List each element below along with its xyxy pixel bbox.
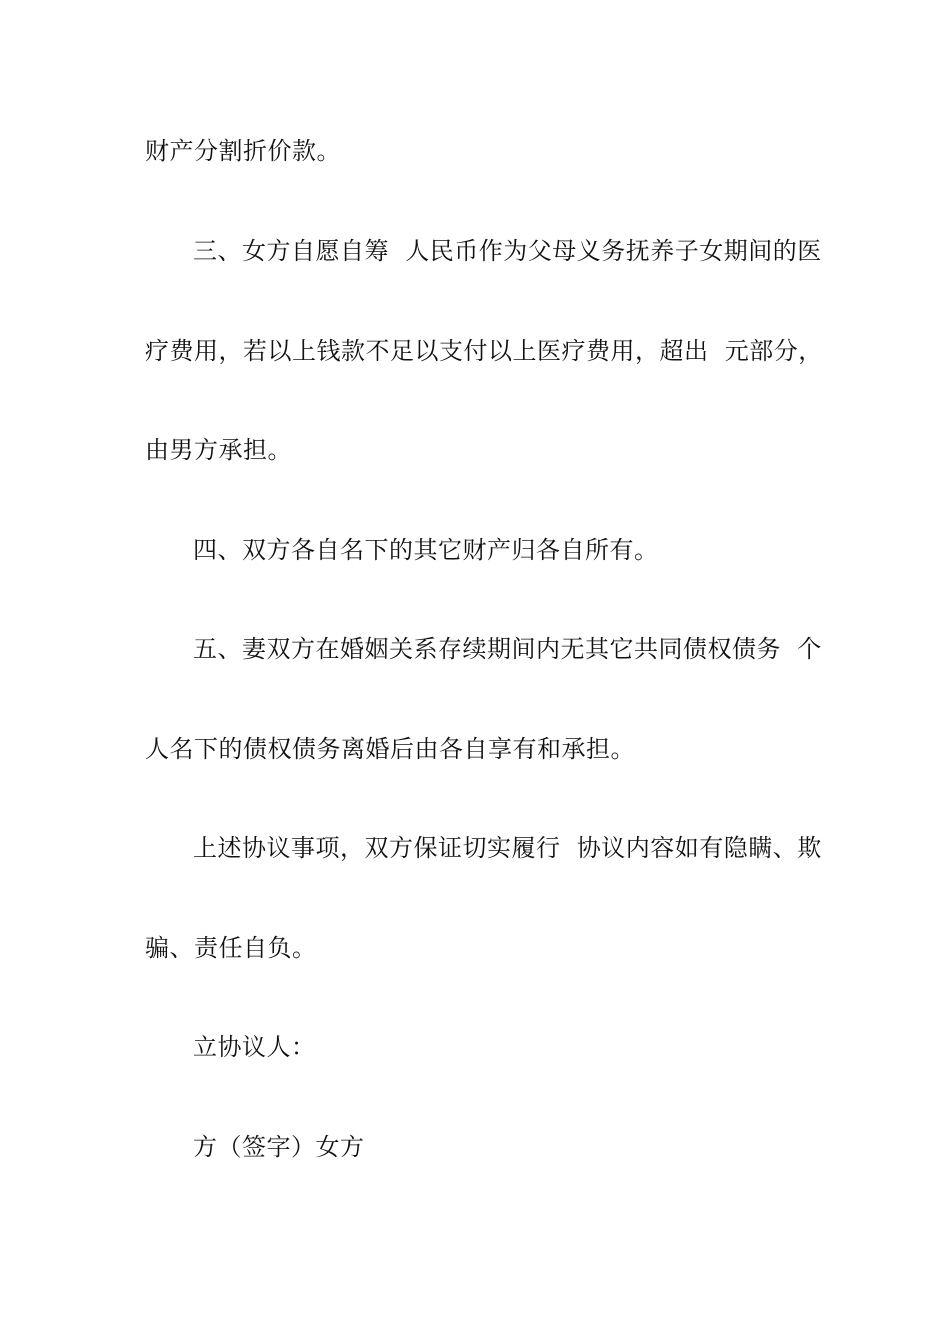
text-line-8: 上述协议事项，双方保证切实履行 协议内容如有隐瞒、欺 xyxy=(193,834,822,862)
text-line-1: 财产分割折价款。 xyxy=(145,137,341,165)
text-line-4: 由男方承担。 xyxy=(145,436,292,464)
text-line-11: 方（签字）女方 xyxy=(193,1133,365,1161)
text-line-5: 四、双方各自名下的其它财产归各自所有。 xyxy=(193,536,659,564)
text-line-7: 人名下的债权债务离婚后由各自享有和承担。 xyxy=(145,735,635,763)
text-line-6: 五、妻双方在婚姻关系存续期间内无其它共同债权债务 个 xyxy=(193,635,822,663)
text-line-10: 立协议人： xyxy=(193,1033,316,1061)
text-line-9: 骗、责任自负。 xyxy=(145,934,317,962)
text-line-3: 疗费用，若以上钱款不足以支付以上医疗费用，超出 元部分， xyxy=(145,337,823,365)
text-line-2: 三、女方自愿自筹 人民币作为父母义务抚养子女期间的医 xyxy=(193,237,822,265)
